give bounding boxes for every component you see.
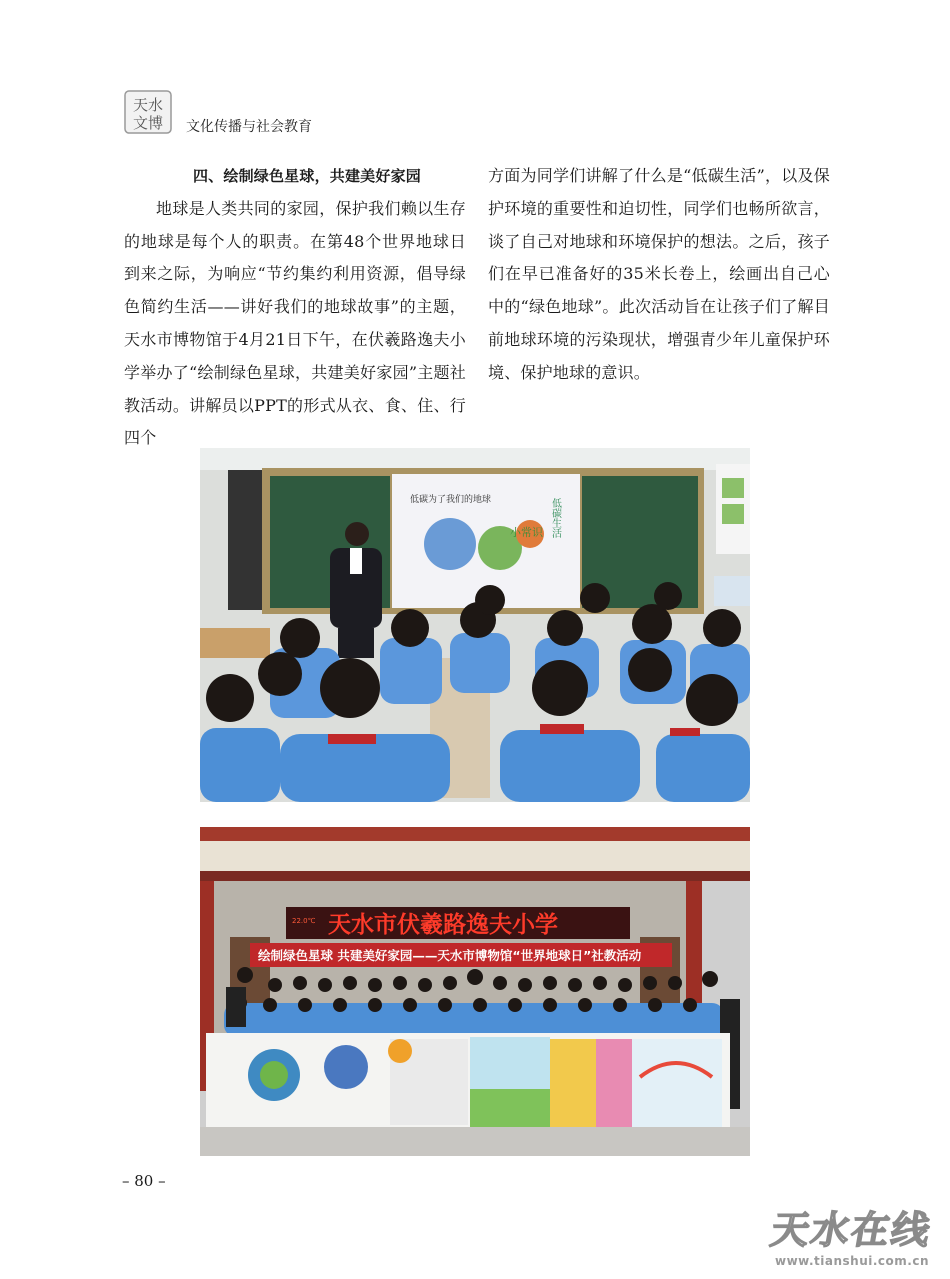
page-number: – 80 – — [122, 1172, 166, 1190]
svg-text:天水: 天水 — [132, 96, 164, 114]
slide-side-text: 低碳生活 — [549, 498, 561, 538]
left-column — [124, 160, 466, 455]
svg-text:文博: 文博 — [132, 114, 164, 132]
paragraph-left: 地球是人类共同的家园，保护我们赖以生存的地球是每个人的职责。在第48个世界地球日到来之际，为响应“节约集约利用资源，倡导绿色简约生活——讲好我们的地球故事”的主题，天水市博物馆于4月21日下午，在伏羲路逸夫小学举办了“绘制绿色星球，共建美好家园”主题社教活动。讲解员以PPT的形式从衣、食、住、行四个 — [124, 198, 466, 448]
classroom-photo — [200, 448, 750, 802]
slide-caption: 小常识 — [510, 526, 543, 539]
event-banner: 绘制绿色星球 共建美好家园——天水市博物馆“世界地球日”社教活动 — [258, 948, 642, 963]
site-watermark — [762, 1199, 942, 1273]
article-heading: 四、绘制绿色星球，共建美好家园 — [192, 167, 421, 185]
group-photo — [200, 827, 750, 1156]
school-sign: 天水市伏羲路逸夫小学 — [328, 912, 558, 938]
right-column — [488, 160, 830, 390]
journal-logo — [124, 90, 172, 134]
slide-title: 低碳为了我们的地球 — [410, 495, 492, 505]
led-temperature: 22.0℃ — [292, 917, 316, 925]
section-title: 文化传播与社会教育 — [186, 119, 312, 135]
paragraph-right: 方面为同学们讲解了什么是“低碳生活”，以及保护环境的重要性和迫切性，同学们也畅所欲言，谈了自己对地球和环境保护的想法。之后，孩子们在早已准备好的35米长卷上，绘画出自己心中的“绿色地球”。此次活动旨在让孩子们了解目前地球环境的污染现状，增强青少年儿童保护环境、保护地球的意识。 — [488, 166, 830, 382]
watermark-logo: 天水在线 — [767, 1208, 936, 1252]
watermark-url: www.tianshui.com.cn — [774, 1254, 929, 1268]
